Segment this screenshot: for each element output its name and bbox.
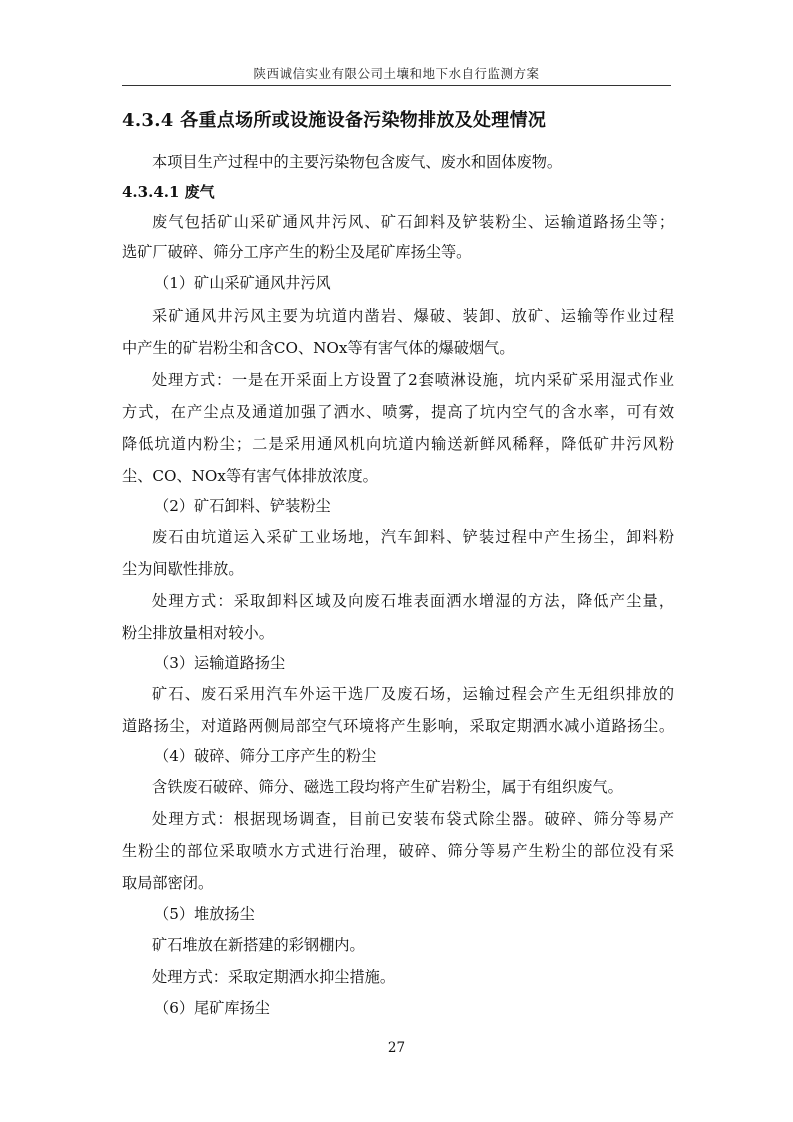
text-line: 含铁废石破碎、筛分、磁选工段均将产生矿岩粉尘，属于有组织废气。 bbox=[152, 778, 623, 796]
text-line: 粉尘排放量相对较小。 bbox=[122, 624, 274, 642]
text-line: 废气包括矿山采矿通风井污风、矿石卸料及铲装粉尘、运输道路扬尘等； bbox=[152, 213, 674, 231]
text-line: 中产生的矿岩粉尘和含CO、NOx等有害气体的爆破烟气。 bbox=[122, 339, 515, 357]
text-line: 取局部密闭。 bbox=[122, 874, 214, 892]
text-line: 方式，在产尘点及通道加强了洒水、喷雾，提高了坑内空气的含水率，可有效 bbox=[122, 403, 674, 421]
text-line: 处理方式：采取卸料区域及向废石堆表面洒水增湿的方法，降低产尘量， bbox=[152, 592, 674, 610]
text-line: 生粉尘的部位采取喷水方式进行治理，破碎、筛分等易产生粉尘的部位没有采 bbox=[122, 842, 674, 860]
intro-paragraph: 本项目生产过程中的主要污染物包含废气、废水和固体废物。 bbox=[152, 153, 563, 171]
item-heading: （3）运输道路扬尘 bbox=[154, 654, 286, 672]
text-line: 道路扬尘，对道路两侧局部空气环境将产生影响，采取定期洒水减小道路扬尘。 bbox=[122, 717, 674, 735]
text-line: 处理方式：采取定期洒水抑尘措施。 bbox=[152, 968, 395, 986]
text-line: 处理方式：根据现场调查，目前已安装布袋式除尘器。破碎、筛分等易产 bbox=[152, 810, 674, 828]
text-line: 处理方式：一是在开采面上方设置了2套喷淋设施，坑内采矿采用湿式作业 bbox=[152, 371, 674, 389]
text-line: 尘、CO、NOx等有害气体排放浓度。 bbox=[122, 467, 378, 485]
item-heading: （2）矿石卸料、铲装粉尘 bbox=[154, 497, 331, 515]
text-line: 废石由坑道运入采矿工业场地，汽车卸料、铲装过程中产生扬尘，卸料粉 bbox=[152, 528, 674, 546]
item-heading: （1）矿山采矿通风井污风 bbox=[154, 274, 331, 292]
text-line: 采矿通风井污风主要为坑道内凿岩、爆破、装卸、放矿、运输等作业过程 bbox=[152, 307, 674, 325]
page-number: 27 bbox=[387, 1040, 406, 1056]
running-header: 陕西诚信实业有限公司土壤和地下水自行监测方案 bbox=[253, 66, 540, 81]
section-heading: 4.3.4 各重点场所或设施设备污染物排放及处理情况 bbox=[122, 110, 547, 131]
header-rule bbox=[122, 85, 671, 86]
item-heading: （5）堆放扬尘 bbox=[154, 905, 255, 923]
text-line: 选矿厂破碎、筛分工序产生的粉尘及尾矿库扬尘等。 bbox=[122, 243, 472, 261]
text-line: 矿石、废石采用汽车外运干选厂及废石场，运输过程会产生无组织排放的 bbox=[152, 685, 674, 703]
item-heading: （6）尾矿库扬尘 bbox=[154, 999, 270, 1017]
text-line: 降低坑道内粉尘；二是采用通风机向坑道内输送新鲜风稀释，降低矿井污风粉 bbox=[122, 435, 674, 453]
text-line: 矿石堆放在新搭建的彩钢棚内。 bbox=[152, 936, 365, 954]
item-heading: （4）破碎、筛分工序产生的粉尘 bbox=[154, 747, 377, 765]
text-line: 尘为间歇性排放。 bbox=[122, 560, 244, 578]
subsection-heading: 4.3.4.1 废气 bbox=[122, 183, 215, 201]
